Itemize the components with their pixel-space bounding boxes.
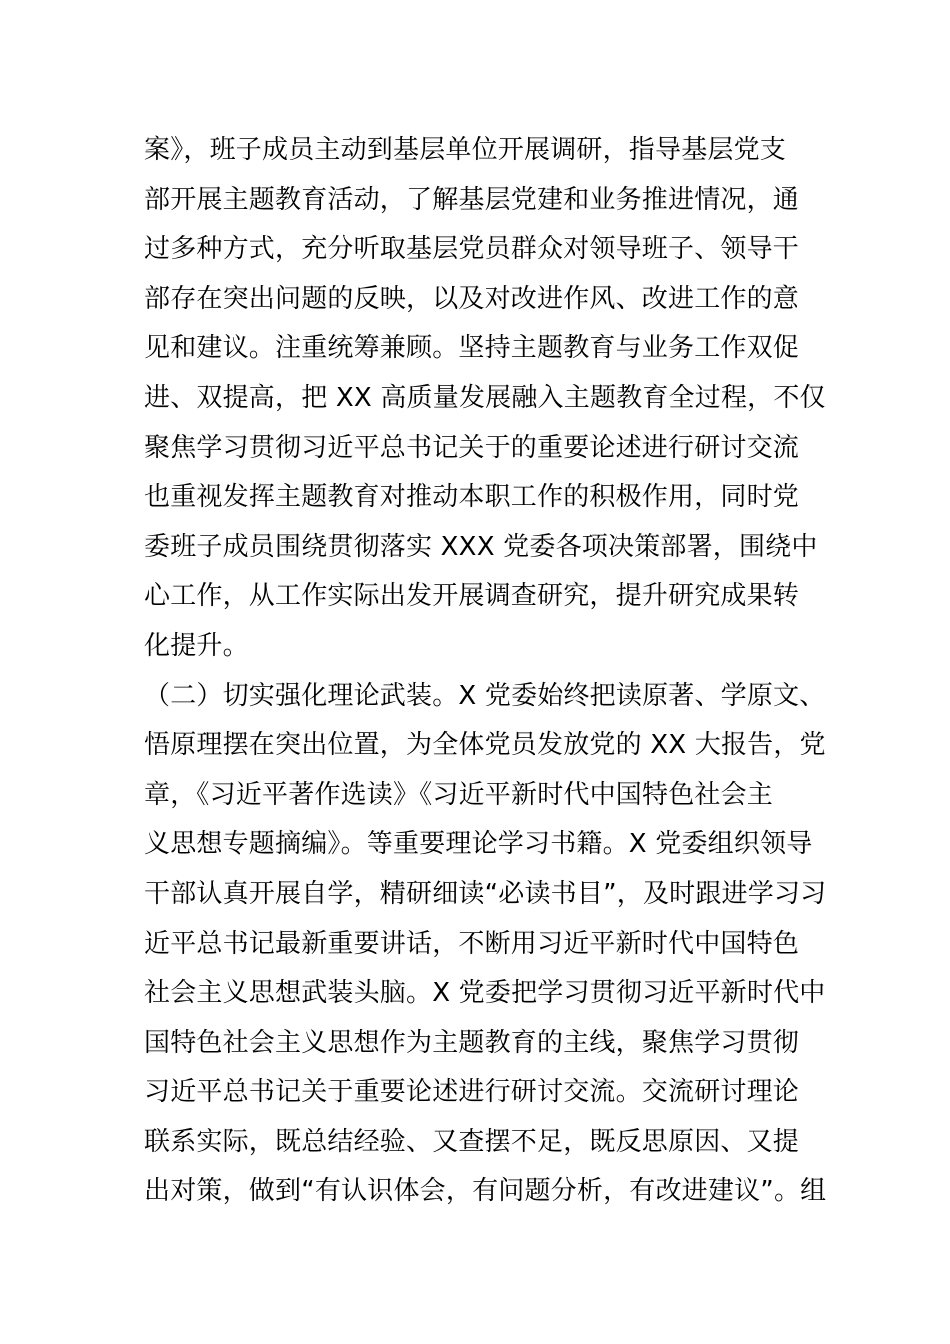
text-line: 联系实际，既总结经验、又查摆不足，既反思原因、又提 xyxy=(144,1126,800,1157)
text-line: 聚焦学习贯彻习近平总书记关于的重要论述进行研讨交流 xyxy=(144,432,800,463)
text-line: 近平总书记最新重要讲话，不断用习近平新时代中国特色 xyxy=(144,928,800,959)
text-line: 义思想专题摘编》。等重要理论学习书籍。X 党委组织领导 xyxy=(144,829,813,860)
text-line: 国特色社会主义思想作为主题教育的主线，聚焦学习贯彻 xyxy=(144,1027,800,1058)
text-line: 化提升。 xyxy=(144,630,249,661)
section-heading-line: （二）切实强化理论武装。X 党委始终把读原著、学原文、 xyxy=(144,680,826,711)
text-line: 社会主义思想武装头脑。X 党委把学习贯彻习近平新时代中 xyxy=(144,978,826,1009)
text-line: 进、双提高，把 XX 高质量发展融入主题教育全过程，不仅 xyxy=(144,382,826,413)
text-line: 部开展主题教育活动，了解基层党建和业务推进情况，通 xyxy=(144,184,800,215)
body-text xyxy=(144,126,827,1217)
text-line: 过多种方式，充分听取基层党员群众对领导班子、领导干 xyxy=(144,234,800,265)
text-line: 也重视发挥主题教育对推动本职工作的积极作用，同时党 xyxy=(144,482,800,513)
text-line: 见和建议。注重统筹兼顾。坚持主题教育与业务工作双促 xyxy=(144,333,800,364)
text-line: 悟原理摆在突出位置，为全体党员发放党的 XX 大报告，党 xyxy=(144,730,826,761)
text-line: 章，《习近平著作选读》《习近平新时代中国特色社会主 xyxy=(144,779,774,810)
text-line: 出对策，做到“有认识体会，有问题分析，有改进建议”。组 xyxy=(144,1176,827,1207)
text-line: 委班子成员围绕贯彻落实 XXX 党委各项决策部署，围绕中 xyxy=(144,531,818,562)
text-line: 部存在突出问题的反映，以及对改进作风、改进工作的意 xyxy=(144,283,800,314)
text-line: 案》，班子成员主动到基层单位开展调研，指导基层党支 xyxy=(144,135,787,165)
text-line: 干部认真开展自学，精研细读“必读书目”，及时跟进学习习 xyxy=(144,878,827,909)
text-line: 习近平总书记关于重要论述进行研讨交流。交流研讨理论 xyxy=(144,1077,800,1108)
text-line: 心工作，从工作实际出发开展调查研究，提升研究成果转 xyxy=(144,581,800,612)
